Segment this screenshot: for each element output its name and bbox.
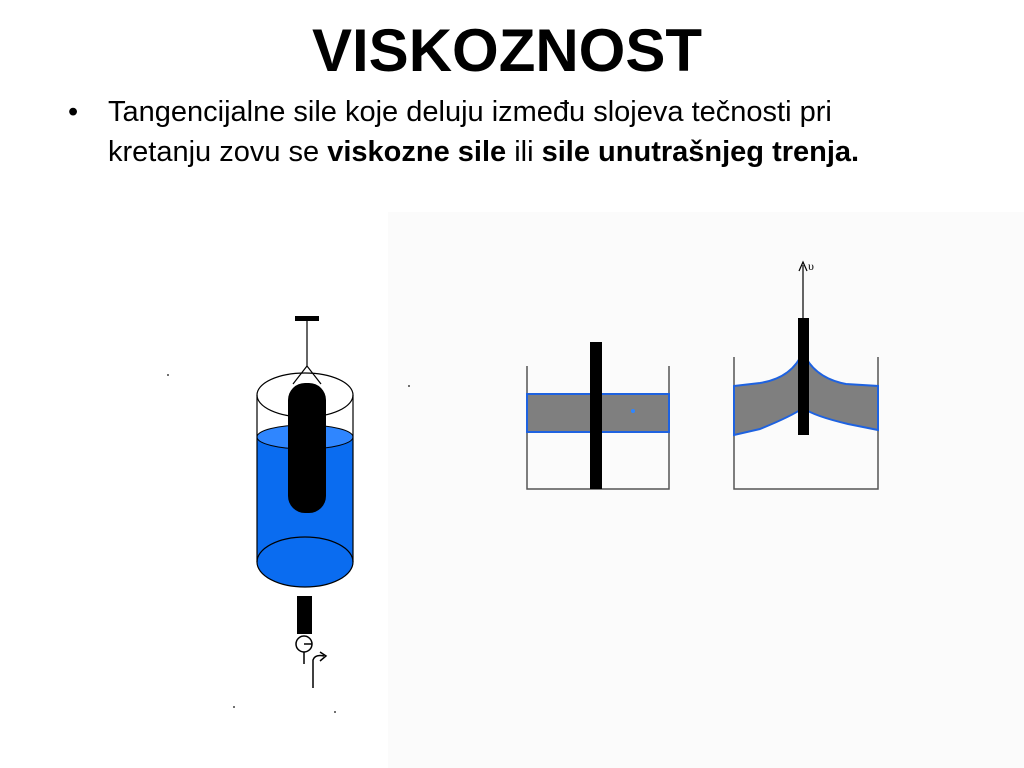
plate-at-rest	[590, 342, 602, 489]
stray-dot	[233, 706, 235, 708]
stray-dot	[334, 711, 336, 713]
bullet-text-part-2: ili	[506, 136, 542, 168]
rotation-arrow	[313, 656, 324, 689]
bullet-text-part-1: Tangencijalne sile koje deluju između slojeva tečnosti pri kretanju zovu se	[108, 96, 832, 168]
slide-title: VISKOZNOST	[311, 17, 703, 84]
hanger-wire-left	[293, 366, 307, 384]
plate-pulled	[798, 318, 809, 435]
bullet-bold-viskozne-sile: viskozne sile	[327, 136, 507, 168]
layer-at-rest-figure	[527, 342, 669, 489]
inner-cylinder	[288, 383, 326, 513]
hanger-wire-right	[307, 366, 321, 384]
layer-pulled-figure	[734, 259, 878, 489]
layer-dot	[631, 409, 635, 413]
hanger-bar	[295, 316, 319, 321]
bullet-marker: •	[68, 96, 79, 128]
drive-shaft	[297, 596, 312, 634]
bullet-bold-sile-unutrasnjeg-trenja: sile unutrašnjeg trenja.	[541, 136, 860, 168]
rotational-viscometer-figure	[167, 316, 410, 713]
stray-dot	[408, 385, 410, 387]
velocity-label: υ	[808, 259, 814, 273]
stray-dot	[167, 374, 169, 376]
